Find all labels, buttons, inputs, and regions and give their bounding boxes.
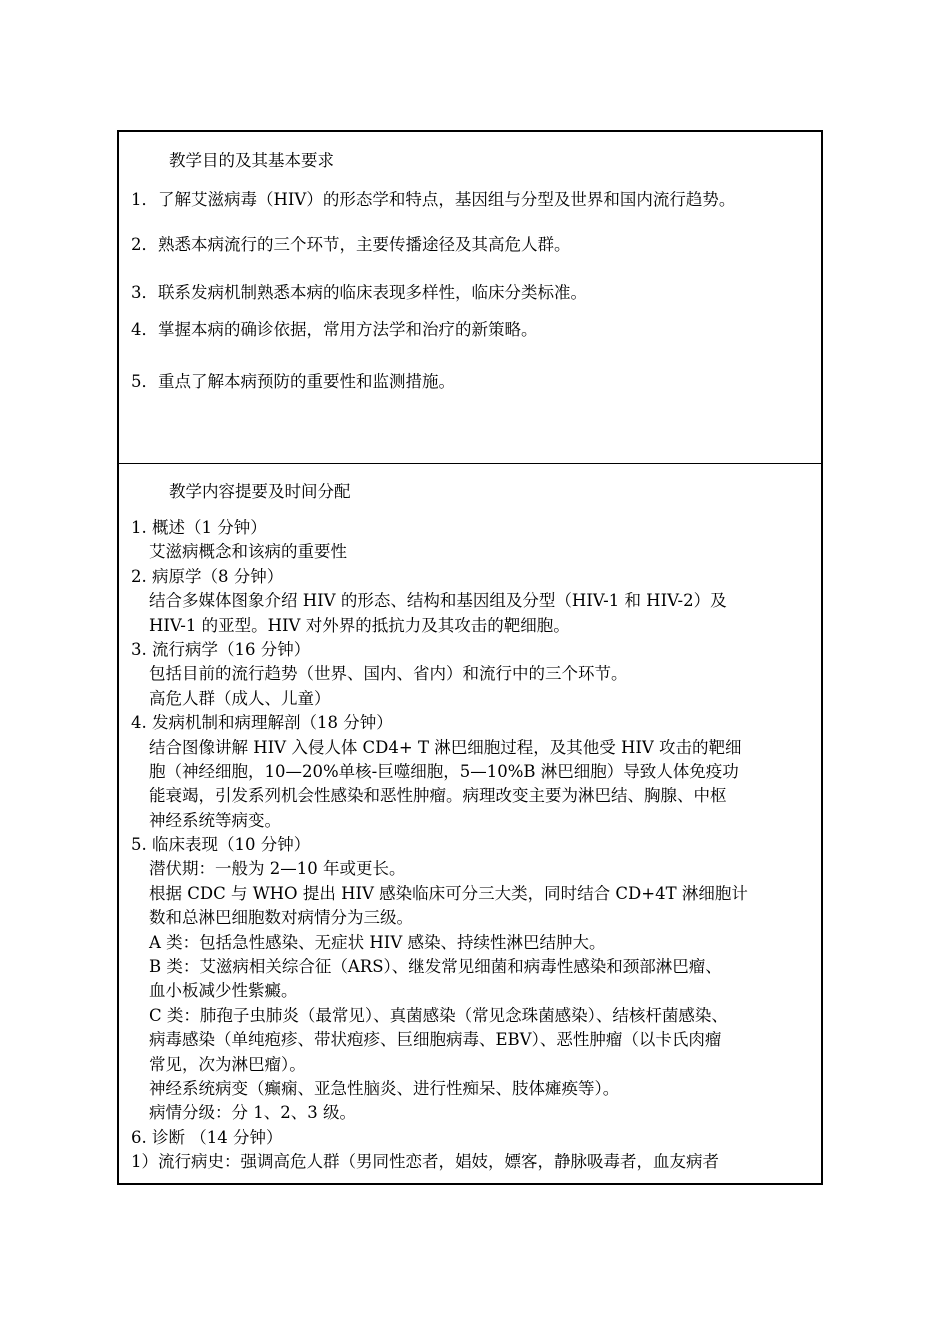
objective-item-1: 1．了解艾滋病毒（HIV）的形态学和特点，基因组与分型及世界和国内流行趋势。 — [131, 190, 736, 209]
content-line: C 类：肺孢子虫肺炎（最常见）、真菌感染（常见念珠菌感染）、结核杆菌感染、 — [149, 1005, 728, 1025]
content-line: 1）流行病史：强调高危人群（男同性恋者，娼妓，嫖客，静脉吸毒者，血友病者 — [131, 1152, 719, 1172]
content-line: 血小板减少性紫癜。 — [149, 981, 298, 1001]
content-line: 1. 概述（1 分钟） — [131, 518, 267, 537]
content-line: 潜伏期：一般为 2—10 年或更长。 — [149, 859, 406, 879]
content-line: 能衰竭，引发系列机会性感染和恶性肿瘤。病理改变主要为淋巴结、胸腺、中枢 — [149, 786, 727, 806]
content-line: 胞（神经细胞，10—20%单核-巨噬细胞，5—10%B 淋巴细胞）导致人体免疫功 — [149, 761, 739, 781]
content-line: 数和总淋巴细胞数对病情分为三级。 — [149, 908, 413, 928]
objective-item-2: 2．熟悉本病流行的三个环节，主要传播途径及其高危人群。 — [131, 235, 571, 254]
objective-item-3: 3．联系发病机制熟悉本病的临床表现多样性，临床分类标准。 — [131, 283, 587, 302]
content-line: 包括目前的流行趋势（世界、国内、省内）和流行中的三个环节。 — [149, 664, 628, 684]
objective-item-4: 4．掌握本病的确诊依据，常用方法学和治疗的新策略。 — [131, 320, 538, 339]
content-line: HIV-1 的亚型。HIV 对外界的抵抗力及其攻击的靶细胞。 — [149, 615, 570, 635]
content-line: 艾滋病概念和该病的重要性 — [149, 542, 347, 562]
content-line: 神经系统病变（癫痫、亚急性脑炎、进行性痴呆、肢体瘫痪等）。 — [149, 1078, 620, 1098]
content-line: 2. 病原学（8 分钟） — [131, 566, 284, 586]
content-line: 5. 临床表现（10 分钟） — [131, 835, 311, 855]
content-line: 高危人群（成人、儿童） — [149, 688, 331, 708]
objective-item-5: 5．重点了解本病预防的重要性和监测措施。 — [131, 372, 455, 391]
content-heading: 教学内容提要及时间分配 — [169, 482, 351, 501]
content-line: 神经系统等病变。 — [149, 810, 281, 830]
content-line: A 类：包括急性感染、无症状 HIV 感染、持续性淋巴结肿大。 — [149, 932, 606, 952]
objectives-section — [119, 132, 821, 464]
content-line: 常见，次为淋巴瘤）。 — [149, 1054, 306, 1074]
content-line: 结合多媒体图象介绍 HIV 的形态、结构和基因组及分型（HIV-1 和 HIV-2）及 — [149, 591, 727, 611]
content-line: 结合图像讲解 HIV 入侵人体 CD4+ T 淋巴细胞过程，及其他受 HIV 攻击的靶细 — [149, 737, 742, 757]
content-line: B 类：艾滋病相关综合征（ARS）、继发常见细菌和病毒性感染和颈部淋巴瘤、 — [149, 957, 722, 977]
content-section — [119, 464, 821, 1183]
content-line: 6. 诊断 （14 分钟） — [131, 1127, 283, 1147]
content-line: 4. 发病机制和病理解剖（18 分钟） — [131, 713, 393, 733]
content-line: 病情分级：分 1、2、3 级。 — [149, 1103, 356, 1123]
document-table — [117, 130, 823, 1185]
objectives-heading: 教学目的及其基本要求 — [169, 151, 334, 170]
content-line: 3. 流行病学（16 分钟） — [131, 639, 311, 659]
content-lines — [131, 516, 811, 1175]
content-line: 病毒感染（单纯疱疹、带状疱疹、巨细胞病毒、EBV）、恶性肿瘤（以卡氏肉瘤 — [149, 1030, 722, 1050]
content-line: 根据 CDC 与 WHO 提出 HIV 感染临床可分三大类，同时结合 CD+4T 淋细胞计 — [149, 883, 748, 903]
